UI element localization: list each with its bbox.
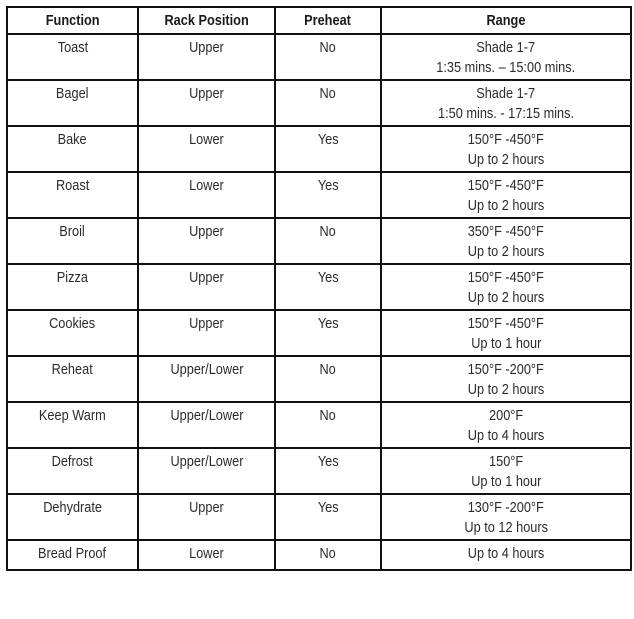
cell-rack: Upper bbox=[138, 218, 275, 264]
cell-rack: Upper bbox=[138, 34, 275, 80]
cell-preheat: Yes bbox=[275, 172, 381, 218]
cell-preheat: Yes bbox=[275, 126, 381, 172]
cell-range: 150°F Up to 1 hour bbox=[381, 448, 631, 494]
cell-rack: Upper/Lower bbox=[138, 448, 275, 494]
cell-function: Keep Warm bbox=[7, 402, 138, 448]
cell-preheat: No bbox=[275, 218, 381, 264]
header-rack-position: Rack Position bbox=[138, 7, 275, 34]
table-row bbox=[7, 310, 631, 356]
cooking-functions-table bbox=[6, 6, 632, 571]
cell-range: 150°F -450°F Up to 2 hours bbox=[381, 172, 631, 218]
cell-preheat: No bbox=[275, 402, 381, 448]
cell-function: Pizza bbox=[7, 264, 138, 310]
table-row bbox=[7, 448, 631, 494]
cell-function: Bagel bbox=[7, 80, 138, 126]
cell-rack: Upper/Lower bbox=[138, 356, 275, 402]
cell-function: Bake bbox=[7, 126, 138, 172]
cell-range: Shade 1-7 1:35 mins. – 15:00 mins. bbox=[381, 34, 631, 80]
table-row bbox=[7, 264, 631, 310]
cell-function: Cookies bbox=[7, 310, 138, 356]
cell-preheat: No bbox=[275, 540, 381, 570]
table-header-row bbox=[7, 7, 631, 34]
table-row bbox=[7, 218, 631, 264]
cell-preheat: No bbox=[275, 34, 381, 80]
cell-range: 150°F -200°F Up to 2 hours bbox=[381, 356, 631, 402]
cell-preheat: Yes bbox=[275, 494, 381, 540]
header-function: Function bbox=[7, 7, 138, 34]
cell-preheat: No bbox=[275, 80, 381, 126]
cell-preheat: Yes bbox=[275, 310, 381, 356]
cell-range: Up to 4 hours bbox=[381, 540, 631, 570]
cell-rack: Lower bbox=[138, 172, 275, 218]
table-row bbox=[7, 356, 631, 402]
cell-rack: Upper bbox=[138, 80, 275, 126]
table-row bbox=[7, 80, 631, 126]
table-row bbox=[7, 126, 631, 172]
cell-function: Toast bbox=[7, 34, 138, 80]
cell-function: Bread Proof bbox=[7, 540, 138, 570]
cell-function: Dehydrate bbox=[7, 494, 138, 540]
cell-preheat: Yes bbox=[275, 264, 381, 310]
cell-range: 350°F -450°F Up to 2 hours bbox=[381, 218, 631, 264]
cell-rack: Upper bbox=[138, 264, 275, 310]
cell-range: 150°F -450°F Up to 2 hours bbox=[381, 264, 631, 310]
header-range: Range bbox=[381, 7, 631, 34]
table-row bbox=[7, 172, 631, 218]
cell-rack: Lower bbox=[138, 540, 275, 570]
cell-function: Defrost bbox=[7, 448, 138, 494]
cell-function: Broil bbox=[7, 218, 138, 264]
cell-function: Reheat bbox=[7, 356, 138, 402]
cell-range: 150°F -450°F Up to 2 hours bbox=[381, 126, 631, 172]
table-row bbox=[7, 34, 631, 80]
cell-range: Shade 1-7 1:50 mins. - 17:15 mins. bbox=[381, 80, 631, 126]
cell-range: 200°F Up to 4 hours bbox=[381, 402, 631, 448]
table-row bbox=[7, 494, 631, 540]
cell-rack: Upper bbox=[138, 310, 275, 356]
cell-rack: Upper/Lower bbox=[138, 402, 275, 448]
table-row bbox=[7, 402, 631, 448]
cell-preheat: Yes bbox=[275, 448, 381, 494]
cell-range: 130°F -200°F Up to 12 hours bbox=[381, 494, 631, 540]
cell-rack: Upper bbox=[138, 494, 275, 540]
cooking-functions-table-wrapper bbox=[6, 6, 632, 571]
table-row bbox=[7, 540, 631, 570]
cell-range: 150°F -450°F Up to 1 hour bbox=[381, 310, 631, 356]
header-preheat: Preheat bbox=[275, 7, 381, 34]
cell-preheat: No bbox=[275, 356, 381, 402]
cell-rack: Lower bbox=[138, 126, 275, 172]
cell-function: Roast bbox=[7, 172, 138, 218]
